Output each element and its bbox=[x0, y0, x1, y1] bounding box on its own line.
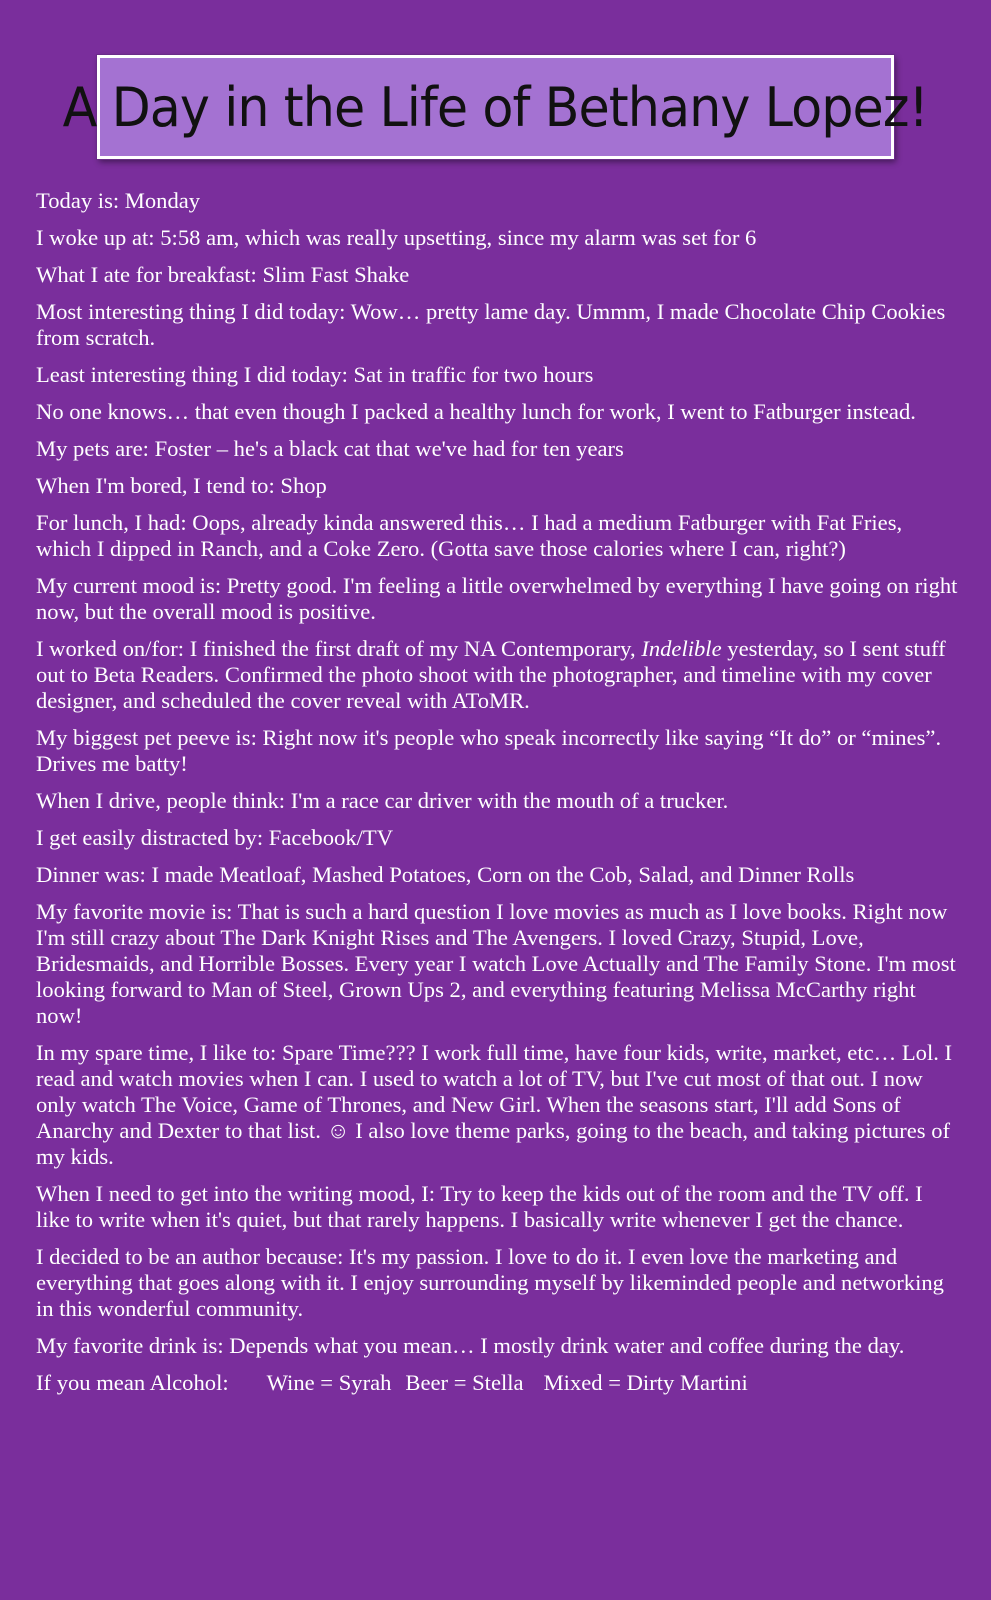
entry-answer: Right now it's people who speak incorrectly like saying “It do” or “mines”. Drives me batty! bbox=[36, 725, 942, 776]
entry-label: My biggest pet peeve is: bbox=[36, 725, 257, 750]
entry-most-interesting bbox=[36, 299, 958, 351]
entry-answer: Try to keep the kids out of the room and the TV off. I like to write when it's quiet, but that rarely happens. I basically write whenever I get the chance. bbox=[36, 1181, 923, 1232]
entry-answer: I'm a race car driver with the mouth of a trucker. bbox=[290, 788, 729, 813]
entry-bored bbox=[36, 473, 958, 499]
entry-pet-peeve bbox=[36, 725, 958, 777]
entry-answer: Pretty good. I'm feeling a little overwhelmed by everything I have going on right now, but the overall mood is positive. bbox=[36, 573, 958, 624]
entry-answer: Spare Time??? I work full time, have four kids, write, market, etc… Lol. I read and watch movies when I can. I used to watch a lot of TV, but I've cut most of that out. I now only watch The Voice, Game of Thrones, and New Girl. When the seasons start, I'll add Sons of Anarchy and Dexter to that list. ☺ I also love theme parks, going to the beach, and taking pictures of my kids. bbox=[36, 1040, 953, 1169]
entry-label: No one knows… bbox=[36, 399, 190, 424]
entry-label: I worked on/for: bbox=[36, 636, 185, 661]
entry-label: What I ate for breakfast: bbox=[36, 262, 257, 287]
entry-label: For lunch, I had: bbox=[36, 510, 187, 535]
entry-label: My favorite movie is: bbox=[36, 899, 233, 924]
title-banner bbox=[62, 55, 929, 159]
entry-worked-on bbox=[36, 636, 958, 714]
page-title: A Day in the Life of Bethany Lopez! bbox=[62, 75, 929, 139]
entry-answer: Monday bbox=[124, 188, 201, 213]
wine-choice: Wine = Syrah bbox=[266, 1370, 392, 1395]
entry-breakfast bbox=[36, 262, 958, 288]
entry-dinner bbox=[36, 862, 958, 888]
entry-favorite-drink bbox=[36, 1333, 958, 1359]
mixed-choice: Mixed = Dirty Martini bbox=[543, 1370, 748, 1395]
entry-label: My favorite drink is: bbox=[36, 1333, 224, 1358]
questionnaire bbox=[36, 188, 958, 1407]
entry-answer: Slim Fast Shake bbox=[262, 262, 410, 287]
entry-answer: Depends what you mean… I mostly drink water and coffee during the day. bbox=[229, 1333, 905, 1358]
beer-choice: Beer = Stella bbox=[405, 1370, 524, 1395]
entry-label: In my spare time, I like to: bbox=[36, 1040, 277, 1065]
entry-label: Least interesting thing I did today: bbox=[36, 362, 348, 387]
entry-label: If you mean Alcohol: bbox=[36, 1370, 229, 1395]
entry-drive bbox=[36, 788, 958, 814]
entry-distracted bbox=[36, 825, 958, 851]
entry-answer: I finished the first draft of my NA Contemporary, bbox=[189, 636, 636, 661]
entry-answer: Wow… pretty lame day. Ummm, I made Chocolate Chip Cookies from scratch. bbox=[36, 299, 946, 350]
entry-label: I woke up at: bbox=[36, 225, 155, 250]
entry-answer: Shop bbox=[280, 473, 327, 498]
entry-answer: 5:58 am, which was really upsetting, since my alarm was set for 6 bbox=[160, 225, 757, 250]
entry-label: When I need to get into the writing mood, I: bbox=[36, 1181, 436, 1206]
entry-mood bbox=[36, 573, 958, 625]
entry-label: My pets are: bbox=[36, 436, 149, 461]
entry-label: Most interesting thing I did today: bbox=[36, 299, 346, 324]
entry-answer: Oops, already kinda answered this… I had a medium Fatburger with Fat Fries, which I dipped in Ranch, and a Coke Zero. (Gotta save those calories where I can, right?) bbox=[36, 510, 903, 561]
entry-answer: It's my passion. I love to do it. I even love the marketing and everything that goes along with it. I enjoy surrounding myself by likeminded people and networking in this wonderful community. bbox=[36, 1244, 944, 1321]
entry-woke-up bbox=[36, 225, 958, 251]
entry-today bbox=[36, 188, 958, 214]
entry-answer: I made Meatloaf, Mashed Potatoes, Corn on the Cob, Salad, and Dinner Rolls bbox=[151, 862, 855, 887]
entry-author bbox=[36, 1244, 958, 1322]
entry-label: My current mood is: bbox=[36, 573, 222, 598]
entry-answer: that even though I packed a healthy lunch for work, I went to Fatburger instead. bbox=[194, 399, 916, 424]
entry-label: I get easily distracted by: bbox=[36, 825, 264, 850]
entry-answer: Sat in traffic for two hours bbox=[353, 362, 594, 387]
entry-answer-continued: yesterday, so I sent stuff out to Beta Readers. Confirmed the photo shoot with the photographer, and timeline with my cover designer, and scheduled the cover reveal with AToMR. bbox=[36, 636, 946, 713]
entry-pets bbox=[36, 436, 958, 462]
entry-writing-mood bbox=[36, 1181, 958, 1233]
entry-label: I decided to be an author because: bbox=[36, 1244, 344, 1269]
entry-favorite-movie bbox=[36, 899, 958, 1029]
entry-alcohol bbox=[36, 1370, 958, 1396]
entry-spare-time bbox=[36, 1040, 958, 1170]
entry-label: Today is: bbox=[36, 188, 120, 213]
entry-lunch bbox=[36, 510, 958, 562]
entry-label: Dinner was: bbox=[36, 862, 146, 887]
entry-least-interesting bbox=[36, 362, 958, 388]
entry-label: When I drive, people think: bbox=[36, 788, 286, 813]
entry-label: When I'm bored, I tend to: bbox=[36, 473, 275, 498]
entry-no-one-knows bbox=[36, 399, 958, 425]
book-title: Indelible bbox=[641, 636, 722, 661]
entry-answer: Foster – he's a black cat that we've had for ten years bbox=[154, 436, 624, 461]
entry-answer: Facebook/TV bbox=[268, 825, 394, 850]
entry-answer: That is such a hard question I love movies as much as I love books. Right now I'm still crazy about The Dark Knight Rises and The Avengers. I loved Crazy, Stupid, Love, Bridesmaids, and Horrible Bosses. Every year I watch Love Actually and The Family Stone. I'm most looking forward to Man of Steel, Grown Ups 2, and everything featuring Melissa McCarthy right now! bbox=[36, 899, 956, 1028]
